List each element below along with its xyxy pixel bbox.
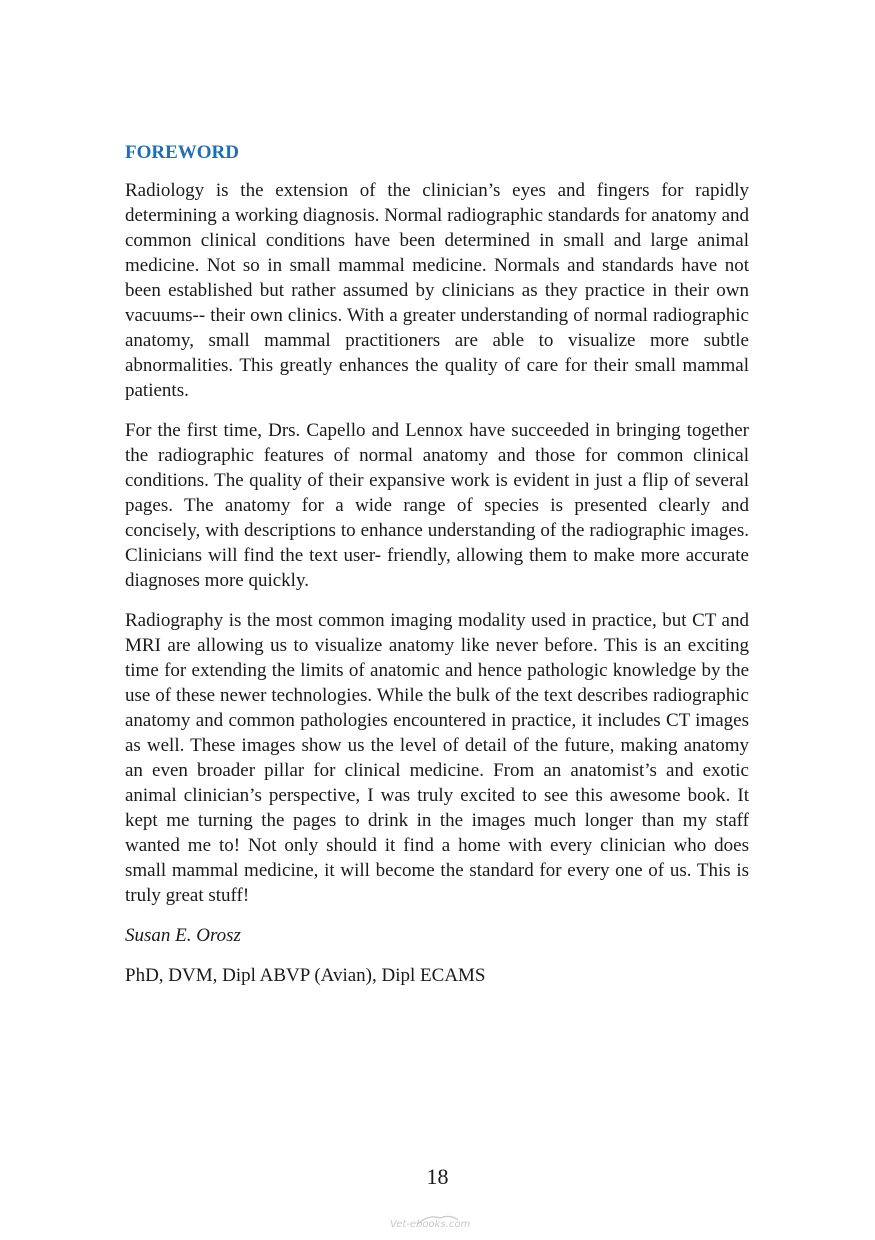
section-heading: FOREWORD: [125, 142, 239, 163]
paragraph-2: For the first time, Drs. Capello and Lennox have succeeded in bringing together the radiographic features of normal anatomy and those for common clinical conditions. The quality of their expansive work is evident in just a flip of several pages. The anatomy for a wide range of species is presented clearly and concisely, with descriptions to enhance understanding of the radiographic images. Clinicians will find the text user- friendly, allowing them to make more accurate diagnoses more quickly.: [125, 420, 749, 591]
watermark-logo: [0, 1214, 875, 1235]
paragraph-1: Radiology is the extension of the clinician’s eyes and fingers for rapidly determining a working diagnosis. Normal radiographic standards for anatomy and common clinical conditions have been determined in small and large animal medicine. Not so in small mammal medicine. Normals and standards have not been established but rather assumed by clinicians as they practice in their own vacuums-- their own clinics. With a greater understanding of normal radiographic anatomy, small mammal practitioners are able to visualize more subtle abnormalities. This greatly enhances the quality of care for their small mammal patients.: [125, 180, 749, 401]
watermark-icon: [388, 1214, 488, 1230]
watermark-text: Vet-ebooks.com: [389, 1219, 470, 1230]
author-signature: Susan E. Orosz: [125, 925, 241, 946]
document-page: [125, 140, 749, 988]
page-number: 18: [426, 1164, 449, 1189]
author-credentials: PhD, DVM, Dipl ABVP (Avian), Dipl ECAMS: [125, 965, 486, 986]
paragraph-3: Radiography is the most common imaging modality used in practice, but CT and MRI are allowing us to visualize anatomy like never before. This is an exciting time for extending the limits of anatomic and hence pathologic knowledge by the use of these newer technologies. While the bulk of the text describes radiographic anatomy and common pathologies encountered in practice, it includes CT images as well. These images show us the level of detail of the future, making anatomy an even broader pillar for clinical medicine. From an anatomist’s and exotic animal clinician’s perspective, I was truly excited to see this awesome book. It kept me turning the pages to drink in the images much longer than my staff wanted me to! Not only should it find a home with every clinician who does small mammal medicine, it will become the standard for every one of us. This is truly great stuff!: [125, 610, 749, 906]
